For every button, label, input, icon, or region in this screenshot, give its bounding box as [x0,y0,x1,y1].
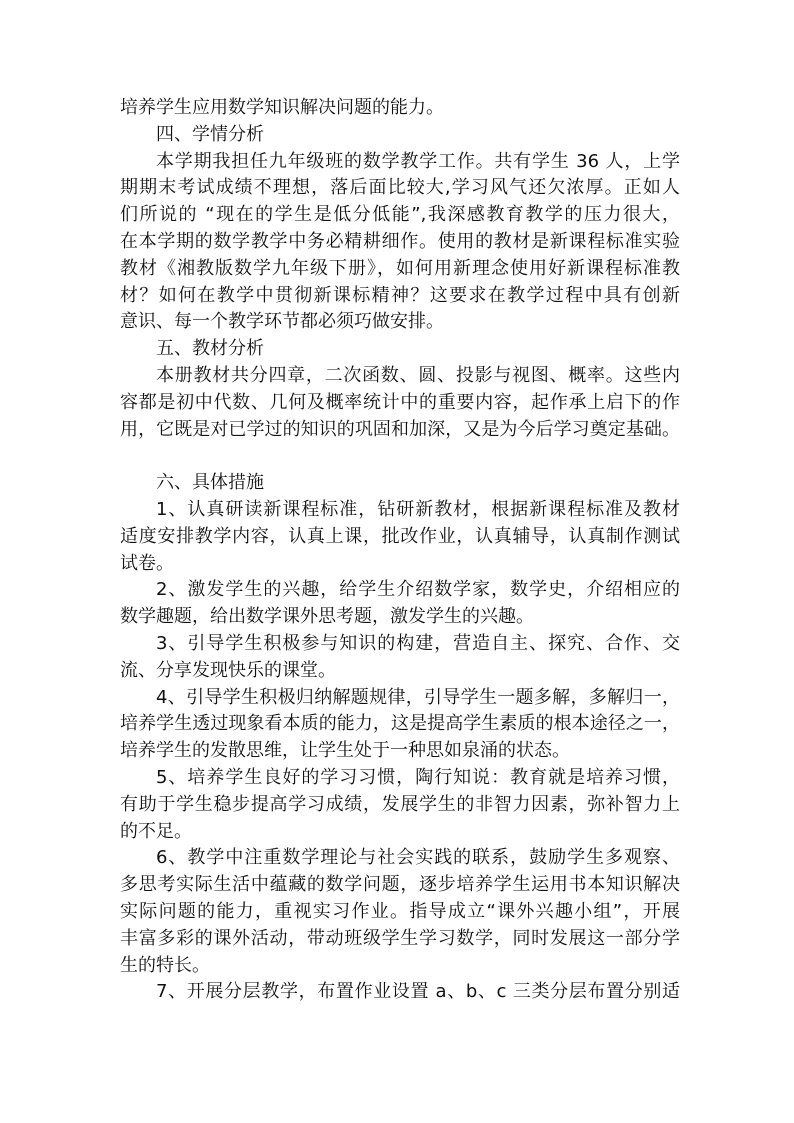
paragraph-line: 教材《湘教版数学九年级下册》，如何用新理念使用好新课程标准教 [120,257,680,279]
paragraph-line: 材？如何在教学中贯彻新课标精神？这要求在教学过程中具有创新 [120,284,680,306]
paragraph-line: 实际问题的能力，重视实习作业。指导成立“课外兴趣小组”，开展 [120,900,680,922]
section-heading-learning-analysis: 四、学情分析 [156,123,264,145]
paragraph-line: 2、激发学生的兴趣，给学生介绍数学家，数学史，介绍相应的 [156,579,680,601]
paragraph-line: 培养学生应用数学知识解决问题的能力。 [120,97,444,118]
paragraph-line: 容都是初中代数、几何及概率统计中的重要内容，起作承上启下的作 [120,391,680,413]
paragraph-line: 培养学生透过现象看本质的能力，这是提高学生素质的根本途径之一， [120,713,680,735]
paragraph-line: 本学期我担任九年级班的数学教学工作。共有学生 36 人，上学 [156,150,680,172]
paragraph-line: 4、引导学生积极归纳解题规律，引导学生一题多解，多解归一， [156,686,680,708]
paragraph-line: 生的特长。 [120,954,210,976]
section-heading-textbook-analysis: 五、教材分析 [156,338,264,360]
paragraph-line: 数学趣题，给出数学课外思考题，激发学生的兴趣。 [120,606,534,628]
paragraph-line: 多思考实际生活中蕴藏的数学问题，逐步培养学生运用书本知识解决 [120,874,680,896]
paragraph-line: 流、分享发现快乐的课堂。 [120,659,336,681]
paragraph-line: 的不足。 [120,820,192,842]
paragraph-line: 培养学生的发散思维，让学生处于一种思如泉涌的状态。 [120,740,570,762]
paragraph-line: 们所说的 “现在的学生是低分低能”,我深感教育教学的压力很大， [120,204,680,226]
paragraph-line: 5、培养学生良好的学习习惯，陶行知说：教育就是培养习惯， [156,766,680,788]
paragraph-line: 7、开展分层教学，布置作业设置 a、b、c 三类分层布置分别适 [156,981,680,1003]
paragraph-line: 丰富多彩的课外活动，带动班级学生学习数学，同时发展这一部分学 [120,927,680,949]
blank-line [120,443,680,470]
document-body [120,95,680,1006]
paragraph-line: 试卷。 [120,552,174,574]
paragraph-line: 有助于学生稳步提高学习成绩，发展学生的非智力因素，弥补智力上 [120,793,680,815]
section-heading-specific-measures: 六、具体措施 [156,472,264,494]
paragraph-line: 本册教材共分四章，二次函数、圆、投影与视图、概率。这些内 [156,364,680,386]
paragraph-line: 在本学期的数学教学中务必精耕细作。使用的教材是新课程标准实验 [120,230,680,252]
paragraph-line: 用，它既是对已学过的知识的巩固和加深，又是为今后学习奠定基础。 [120,418,680,440]
paragraph-line: 6、教学中注重数学理论与社会实践的联系，鼓励学生多观察、 [156,847,680,869]
paragraph-line: 期期末考试成绩不理想，落后面比较大,学习风气还欠浓厚。正如人 [120,177,680,199]
paragraph-line: 1、认真研读新课程标准，钻研新教材，根据新课程标准及教材 [156,498,680,520]
paragraph-line: 3、引导学生积极参与知识的构建，营造自主、探究、合作、交 [156,632,680,654]
paragraph-line: 适度安排教学内容，认真上课，批改作业，认真辅导，认真制作测试 [120,525,680,547]
paragraph-line: 意识、每一个教学环节都必须巧做安排。 [120,311,444,333]
